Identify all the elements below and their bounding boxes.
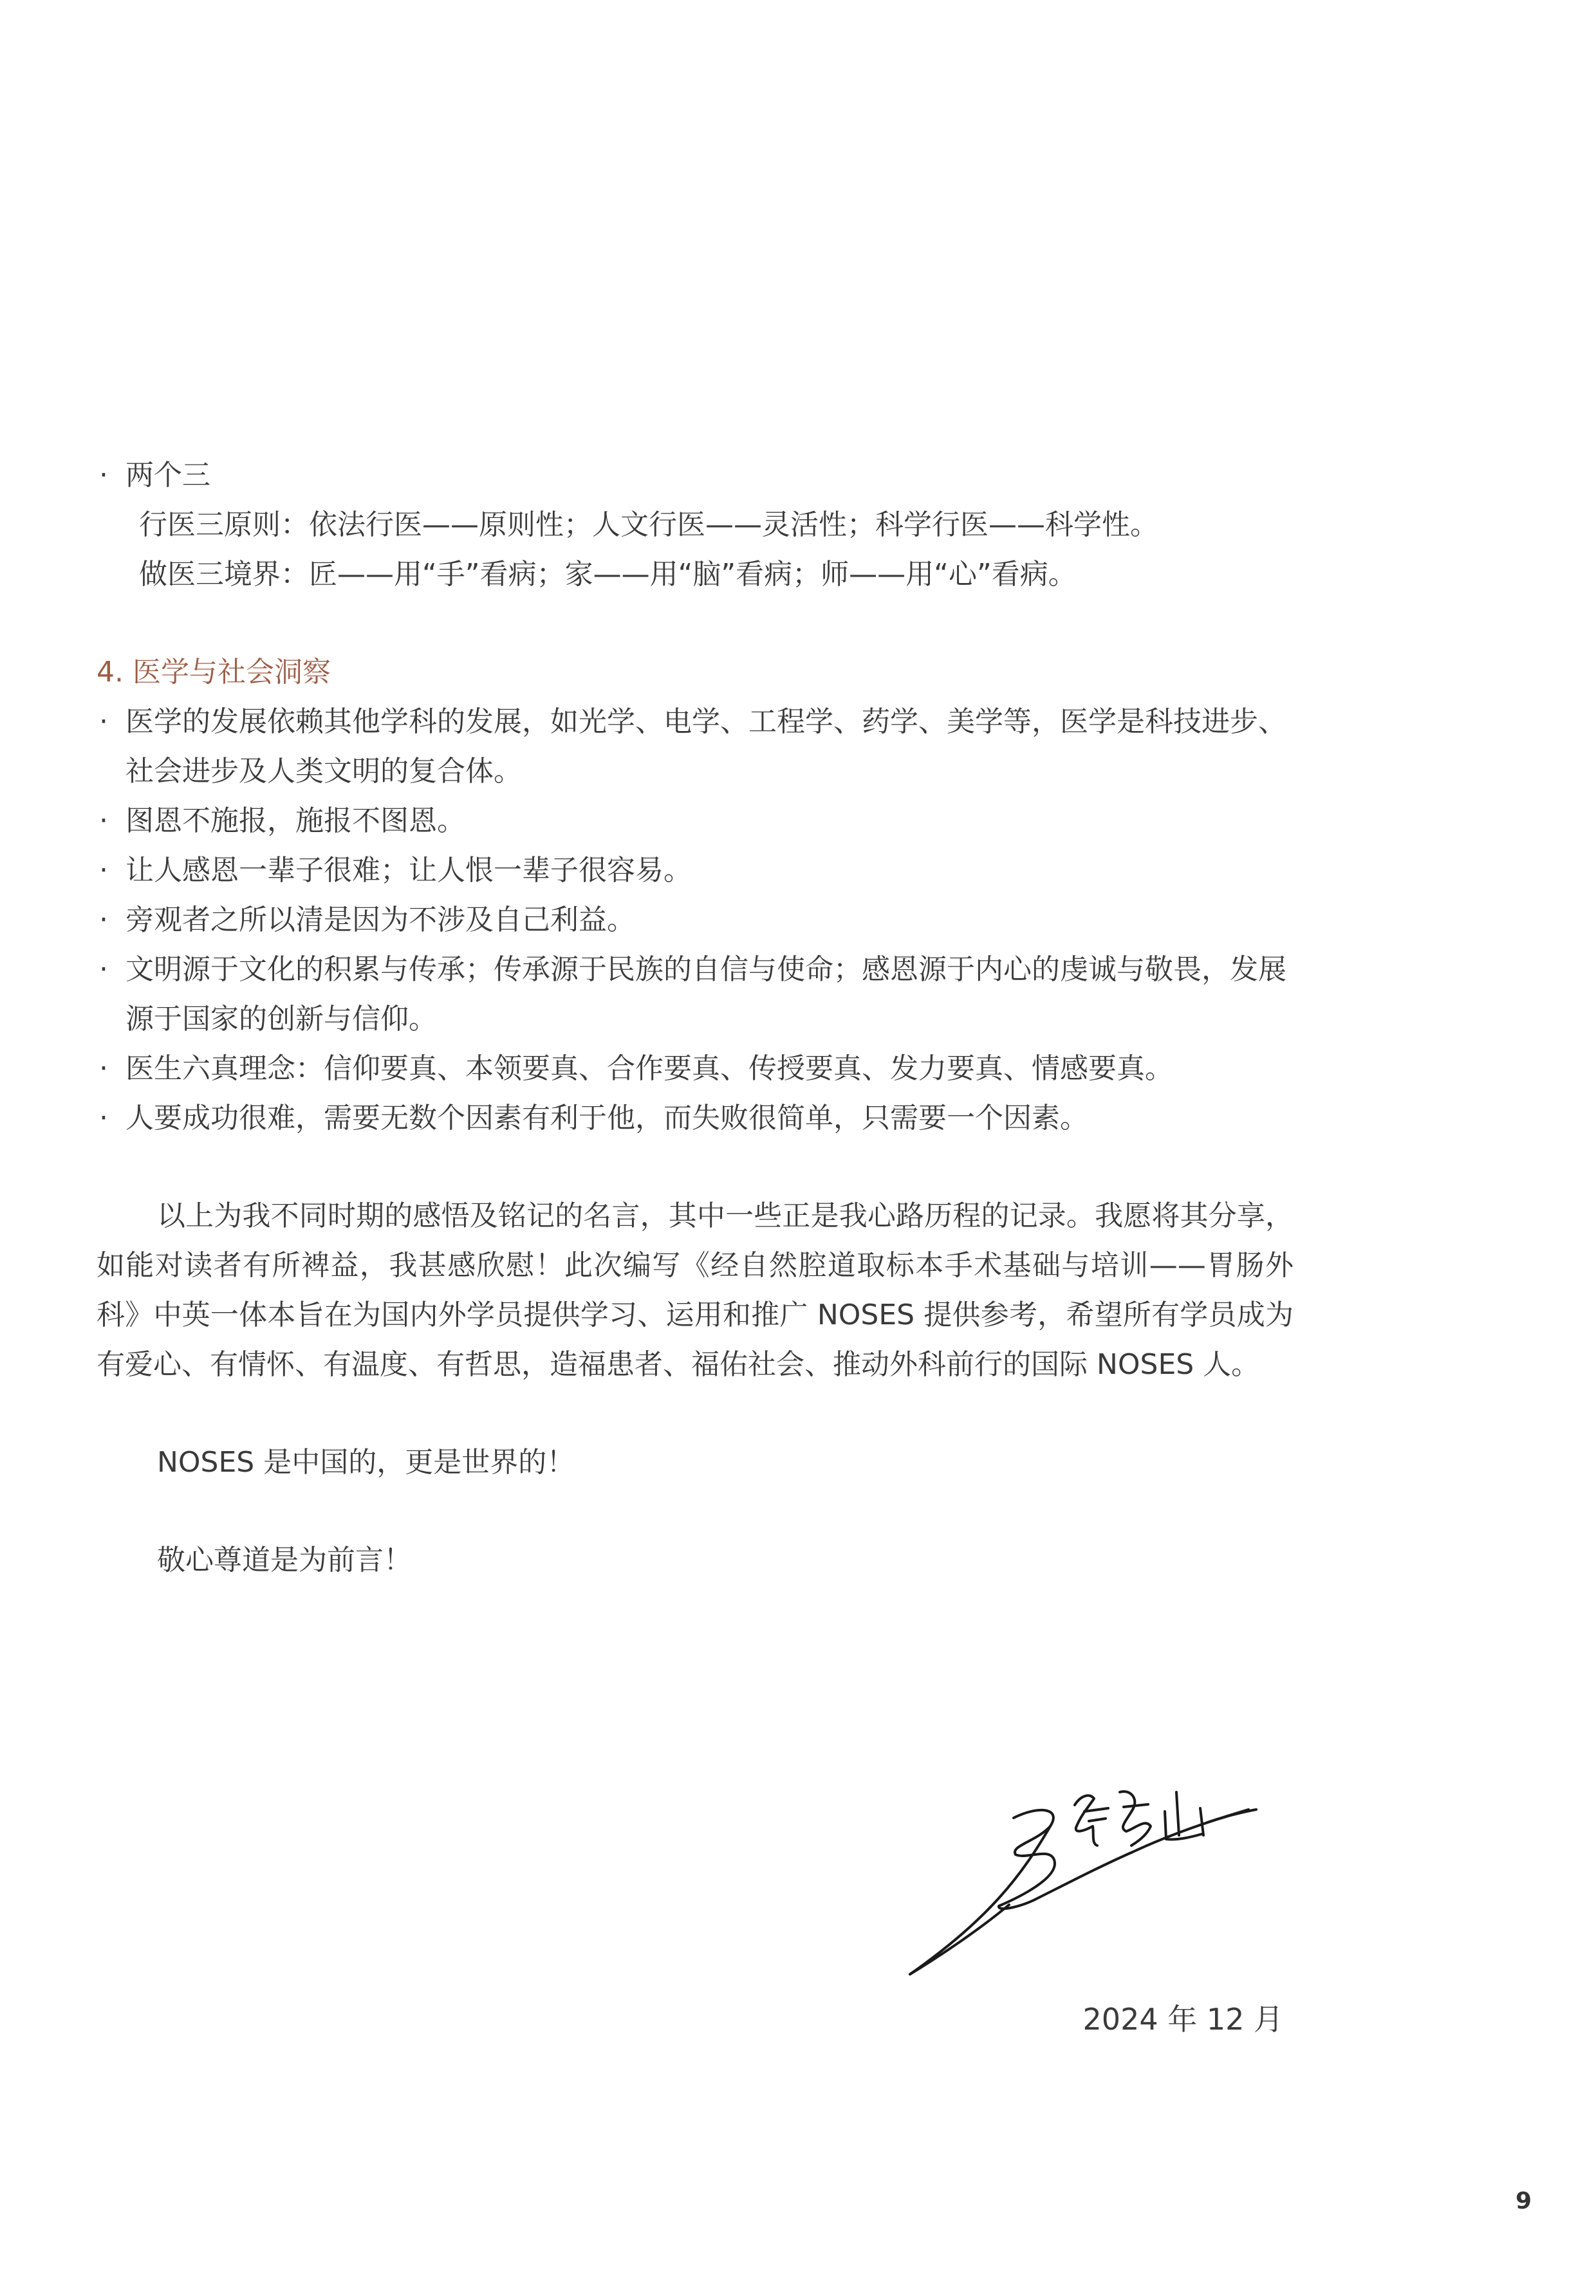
bullet-mark: · [99, 705, 108, 738]
closing-line-preface: 敬心尊道是为前言！ [157, 1544, 412, 1577]
bullet-mark: · [99, 953, 108, 986]
bullet-item-two-threes [97, 450, 1294, 500]
list-item [97, 945, 1294, 1044]
closing-paragraph: 以上为我不同时期的感悟及铭记的名言，其中一些正是我心路历程的记录。我愿将其分享，如能对读者有所裨益，我甚感欣慰！此次编写《经自然腔道取标本手术基础与培训——胃肠外科》中英一体本旨在为国内外学员提供学习、运用和推广 NOSES 提供参考，希望所有学员成为有爱心、有情怀、有温度、有哲思，造福患者、福佑社会、推动外科前行的国际 NOSES 人。 [97, 1199, 1294, 1381]
three-principles-line: 行医三原则：依法行医——原则性；人文行医——灵活性；科学行医——科学性。 [139, 508, 1158, 541]
page-number: 9 [1515, 2188, 1532, 2214]
bullet-mark: · [99, 1102, 108, 1134]
list-item-text: 文明源于文化的积累与传承；传承源于民族的自信与使命；感恩源于内心的虔诚与敬畏，发展源于国家的创新与信仰。 [125, 953, 1286, 1035]
signature-date: 2024 年 12 月 [1082, 2002, 1283, 2037]
bullet-mark: · [99, 459, 108, 492]
page-content [97, 450, 1294, 1585]
list-item [97, 1044, 1294, 1093]
list-item-text: 旁观者之所以清是因为不涉及自己利益。 [125, 903, 635, 936]
bullet-mark: · [99, 1052, 108, 1085]
list-item [97, 846, 1294, 895]
list-item-text: 人要成功很难，需要无数个因素有利于他，而失败很简单，只需要一个因素。 [125, 1102, 1088, 1134]
two-threes-title: 两个三 [125, 459, 210, 492]
list-item-text: 图恩不施报，施报不图恩。 [125, 804, 465, 837]
bullet-mark: · [99, 903, 108, 936]
bullet-mark: · [99, 854, 108, 887]
handwritten-signature [901, 1770, 1287, 1988]
bullet-mark: · [99, 804, 108, 837]
closing-line-noses: NOSES 是中国的，更是世界的！ [157, 1446, 575, 1479]
list-item [97, 1093, 1294, 1143]
list-item-text: 让人感恩一辈子很难；让人恨一辈子很容易。 [125, 854, 692, 887]
list-item-text: 医生六真理念：信仰要真、本领要真、合作要真、传授要真、发力要真、情感要真。 [125, 1052, 1173, 1085]
list-item [97, 895, 1294, 945]
list-item [97, 796, 1294, 846]
list-item-text: 医学的发展依赖其他学科的发展，如光学、电学、工程学、药学、美学等，医学是科技进步、社会进步及人类文明的复合体。 [125, 705, 1286, 788]
three-realms-line: 做医三境界：匠——用“手”看病；家——用“脑”看病；师——用“心”看病。 [139, 558, 1077, 591]
section-heading: 4. 医学与社会洞察 [97, 656, 331, 689]
list-item [97, 697, 1294, 796]
